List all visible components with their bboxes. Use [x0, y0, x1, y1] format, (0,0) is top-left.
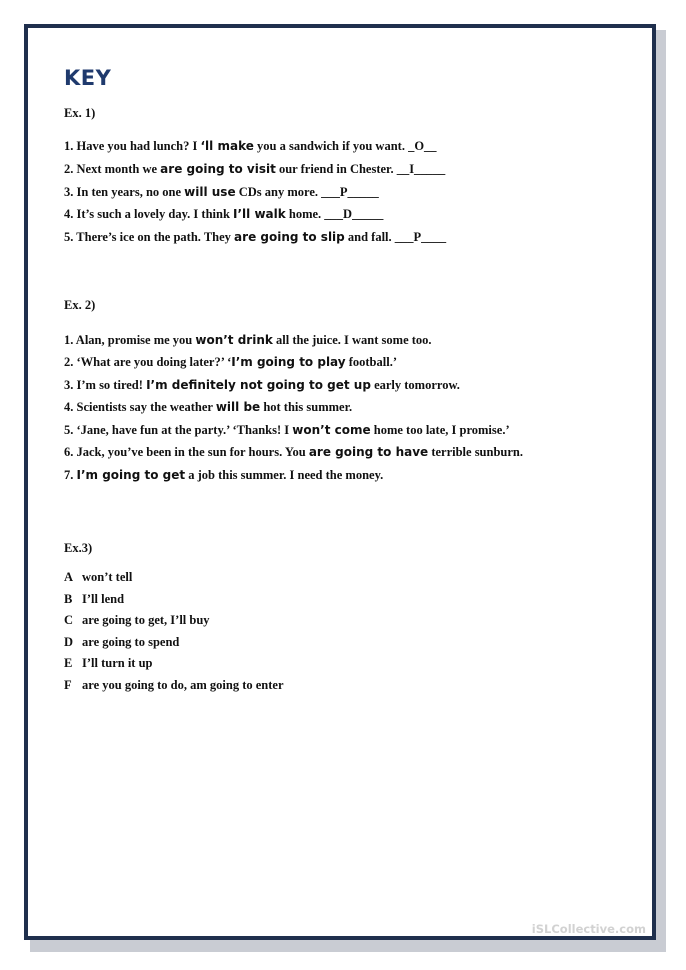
item-text: 6. Jack, you’ve been in the sun for hours. You	[64, 445, 309, 459]
ex1-item	[64, 139, 437, 154]
item-text: 1. Alan, promise me you	[64, 333, 196, 347]
option-answer: are going to spend	[82, 635, 180, 649]
ex2-item	[64, 468, 383, 483]
answer-highlight: are going to slip	[234, 230, 345, 244]
item-text: you a sandwich if you want. _O__	[253, 139, 437, 153]
option-answer: I’ll turn it up	[82, 656, 153, 670]
answer-highlight: won’t come	[292, 423, 371, 437]
ex3-item	[64, 592, 124, 607]
ex1-item	[64, 230, 446, 245]
answer-highlight: I’m going to play	[231, 355, 346, 369]
answer-highlight: ‘ll make	[200, 139, 254, 153]
ex3-item	[64, 678, 284, 693]
item-text: 2. Next month we	[64, 162, 161, 176]
ex1-item	[64, 207, 383, 222]
ex1-heading: Ex. 1)	[64, 106, 96, 120]
item-text: 1. Have you had lunch? I	[64, 139, 201, 153]
item-text: CDs any more. ___P_____	[235, 185, 379, 199]
option-answer: I’ll lend	[82, 592, 125, 606]
item-text: football.’	[345, 355, 397, 369]
item-text: 5. There’s ice on the path. They	[64, 230, 235, 244]
answer-highlight: are going to have	[308, 445, 429, 459]
option-answer: won’t tell	[82, 570, 133, 584]
item-text: 7.	[64, 468, 77, 482]
option-letter: F	[64, 678, 72, 692]
ex1-item	[64, 162, 445, 177]
answer-highlight: will be	[215, 400, 261, 414]
page-title: KEY	[64, 66, 112, 90]
site-watermark: iSLCollective.com	[531, 922, 646, 936]
item-text: 4. It’s such a lovely day. I think	[64, 207, 234, 221]
ex2-item	[64, 355, 397, 370]
answer-highlight: I’ll walk	[233, 207, 286, 221]
item-text: early tomorrow.	[370, 378, 460, 392]
answer-highlight: I’m definitely not going to get up	[146, 378, 371, 392]
ex2-item	[64, 378, 460, 393]
ex3-item	[64, 635, 179, 650]
item-text: home too late, I promise.’	[370, 423, 510, 437]
option-letter: E	[64, 656, 73, 670]
ex2-item	[64, 445, 523, 460]
option-answer: are going to get, I’ll buy	[82, 613, 210, 627]
ex3-heading: Ex.3)	[64, 541, 93, 555]
item-text: 5. ‘Jane, have fun at the party.’ ‘Thanks! I	[64, 423, 293, 437]
option-answer: are you going to do, am going to enter	[82, 678, 284, 692]
item-text: terrible sunburn.	[428, 445, 523, 459]
item-text: home. ___D_____	[285, 207, 384, 221]
ex3-item	[64, 613, 210, 628]
item-text: a job this summer. I need the money.	[185, 468, 384, 482]
ex1-item	[64, 185, 379, 200]
answer-highlight: will use	[184, 185, 236, 199]
ex2-item	[64, 333, 432, 348]
item-text: 4. Scientists say the weather	[64, 400, 216, 414]
ex3-item	[64, 570, 132, 585]
item-text: 3. In ten years, no one	[64, 185, 185, 199]
answer-highlight: are going to visit	[160, 162, 276, 176]
option-letter: C	[64, 613, 74, 627]
item-text: hot this summer.	[260, 400, 353, 414]
answer-highlight: won’t drink	[195, 333, 273, 347]
item-text: all the juice. I want some too.	[272, 333, 432, 347]
ex2-heading: Ex. 2)	[64, 298, 96, 312]
option-letter: A	[64, 570, 74, 584]
answer-highlight: I’m going to get	[76, 468, 186, 482]
item-text: and fall. ___P____	[344, 230, 447, 244]
ex3-item	[64, 656, 153, 671]
ex2-item	[64, 423, 510, 438]
option-letter: D	[64, 635, 74, 649]
ex2-item	[64, 400, 352, 415]
item-text: our friend in Chester. __I_____	[275, 162, 446, 176]
item-text: 3. I’m so tired!	[64, 378, 147, 392]
item-text: 2. ‘What are you doing later?’ ‘	[64, 355, 232, 369]
option-letter: B	[64, 592, 73, 606]
